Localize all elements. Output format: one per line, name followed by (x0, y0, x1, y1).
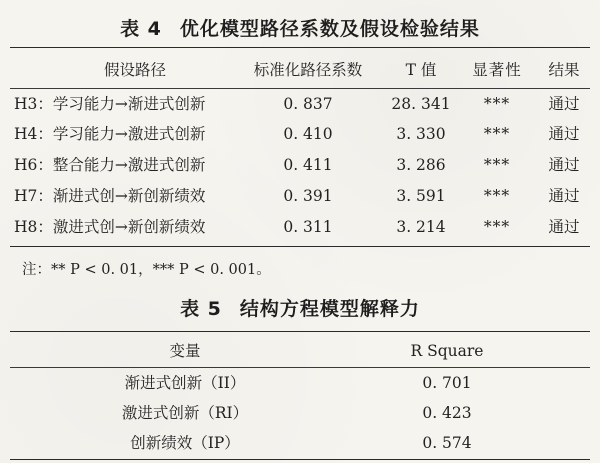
table4-header-path: 假设路径 (104, 61, 167, 79)
table4-title: 优化模型路径系数及假设检验结果 (179, 18, 480, 40)
table5-bottom-rule (10, 459, 590, 460)
table-row (0, 398, 600, 428)
result-cell: 通过 (548, 187, 580, 205)
r-square-cell: 0. 574 (422, 434, 472, 452)
result-cell: 通过 (548, 156, 580, 174)
table4-footnote: 注：** P < 0. 01，*** P < 0. 001。 (22, 262, 271, 278)
table4-header-t: T 值 (405, 61, 437, 79)
table4-header-row (0, 55, 600, 85)
table-row (0, 428, 600, 458)
coef-cell: 0. 311 (283, 218, 333, 236)
t-value-cell: 28. 341 (391, 95, 451, 113)
significance-cell: *** (483, 156, 511, 174)
variable-cell: 渐进式创新（II） (124, 374, 246, 392)
table5-header-row (0, 336, 600, 366)
path-cell: H3：学习能力→渐进式创新 (14, 95, 206, 113)
table5-caption (0, 294, 600, 321)
significance-cell: *** (483, 95, 511, 113)
path-cell: H4：学习能力→激进式创新 (14, 125, 206, 143)
table4-number: 表 4 (120, 18, 162, 40)
table5-header-variable: 变量 (169, 342, 201, 360)
result-cell: 通过 (548, 125, 580, 143)
significance-cell: *** (483, 125, 511, 143)
t-value-cell: 3. 591 (396, 187, 446, 205)
table5-top-rule (10, 331, 590, 332)
table-row (0, 150, 600, 180)
t-value-cell: 3. 330 (396, 125, 446, 143)
result-cell: 通过 (548, 218, 580, 236)
table5-header-r-square: R Square (410, 342, 484, 360)
table5-title: 结构方程模型解释力 (239, 298, 420, 320)
coef-cell: 0. 391 (283, 187, 333, 205)
variable-cell: 激进式创新（RI） (121, 404, 249, 422)
path-cell: H6：整合能力→激进式创新 (14, 156, 206, 174)
table-row (0, 212, 600, 242)
table-row (0, 368, 600, 398)
table5-number: 表 5 (180, 298, 222, 320)
coef-cell: 0. 411 (283, 156, 333, 174)
table-row (0, 181, 600, 211)
table-row (0, 119, 600, 149)
significance-cell: *** (483, 187, 511, 205)
significance-cell: *** (483, 218, 511, 236)
table4-header-coef: 标准化路径系数 (253, 61, 363, 79)
table4-top-rule (10, 47, 590, 48)
coef-cell: 0. 410 (283, 125, 333, 143)
result-cell: 通过 (548, 95, 580, 113)
coef-cell: 0. 837 (283, 95, 333, 113)
table4-header-result: 结果 (548, 61, 580, 79)
r-square-cell: 0. 423 (422, 404, 472, 422)
r-square-cell: 0. 701 (422, 374, 472, 392)
table4-caption (0, 14, 600, 41)
t-value-cell: 3. 286 (396, 156, 446, 174)
table4-header-sig: 显著性 (472, 61, 522, 79)
t-value-cell: 3. 214 (396, 218, 446, 236)
path-cell: H8：激进式创→新创新绩效 (14, 218, 206, 236)
table4-bottom-rule (10, 246, 590, 247)
variable-cell: 创新绩效（IP） (130, 434, 240, 452)
table-row (0, 89, 600, 119)
path-cell: H7：渐进式创→新创新绩效 (14, 187, 206, 205)
